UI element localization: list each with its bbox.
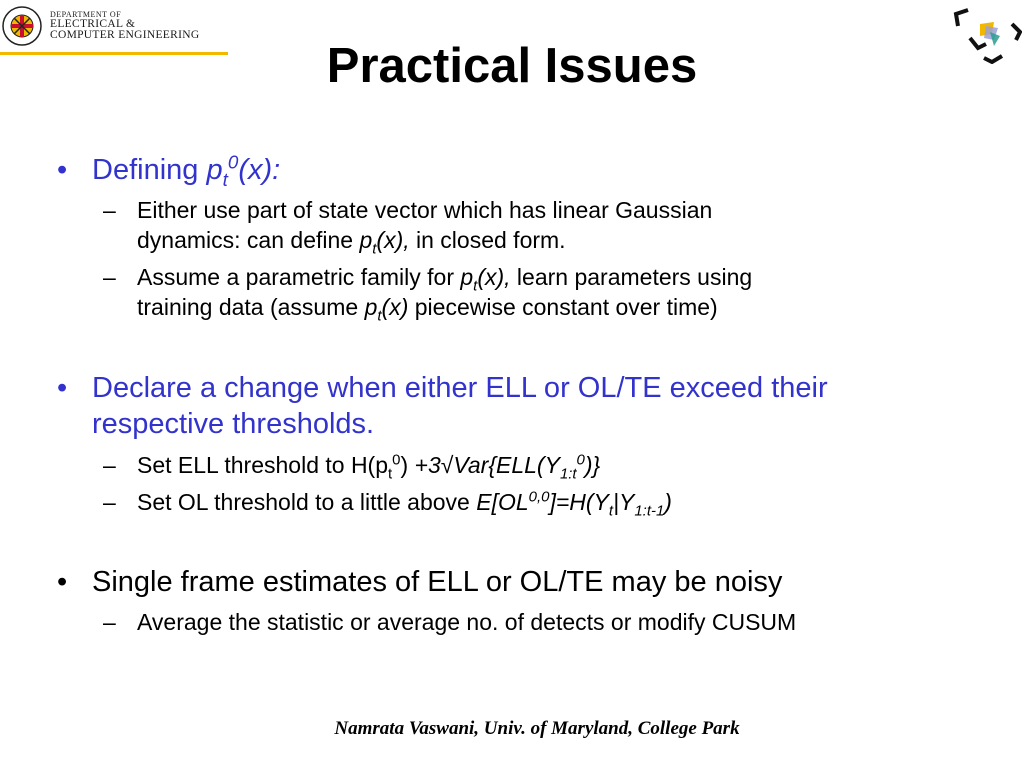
bullet-dot: • <box>57 372 68 404</box>
sub-line-1: Either use part of state vector which has linear Gaussian <box>137 197 713 223</box>
slide-title: Practical Issues <box>326 39 698 93</box>
bullet-line-2: respective thresholds. <box>92 408 375 440</box>
text: Set OL threshold to a little above <box>137 489 477 515</box>
dept-line-1: DEPARTMENT OF <box>50 9 122 19</box>
math-sub-range: 1:t <box>559 465 577 483</box>
text: training data (assume <box>137 294 365 320</box>
math-tail: (x) <box>381 294 409 320</box>
math-sub-t: t <box>473 277 478 295</box>
bullet-text: Defining <box>92 154 207 186</box>
math-expr: |Y <box>613 489 635 515</box>
bullet-declare-change <box>57 370 828 442</box>
math-sup-0: 0 <box>576 451 585 469</box>
sub-bullet-ol-threshold <box>103 487 672 520</box>
math-p: p <box>359 227 373 253</box>
text: dynamics: can define <box>137 227 360 253</box>
math-expr: ]=H(Y <box>549 489 609 515</box>
bullet-line-1: Declare a change when either ELL or OL/TE exceed their <box>92 372 828 404</box>
text: Set ELL threshold to H(p <box>137 452 389 478</box>
dept-line-2: ELECTRICAL & <box>50 17 136 30</box>
sub-text: Average the statistic or average no. of detects or modify CUSUM <box>137 609 797 635</box>
text: Assume a parametric family for <box>137 264 461 290</box>
footer-credit: Namrata Vaswani, Univ. of Maryland, College Park <box>334 718 740 739</box>
math-tail: (x), <box>376 227 410 253</box>
math-sub-t: t <box>608 502 614 520</box>
math-sub-t: t <box>377 307 382 325</box>
sub-bullet-ell-threshold <box>103 450 601 483</box>
sup-0: 0 <box>392 451 401 469</box>
math-tail: (x): <box>238 154 281 186</box>
sub-line-1 <box>137 262 753 295</box>
math-sup: 0,0 <box>528 488 550 506</box>
department-name <box>50 11 199 42</box>
sub-line-2 <box>137 225 712 258</box>
sub-bullet-average-statistic <box>103 607 797 637</box>
bullet-single-frame <box>57 564 783 600</box>
sub-t: t <box>388 465 393 483</box>
math-expr: )} <box>584 452 601 478</box>
sub-dash: – <box>103 489 116 515</box>
text: piecewise constant over time) <box>408 294 718 320</box>
math-sub-range: 1:t-1 <box>634 502 665 520</box>
math-sub-t: t <box>222 168 228 190</box>
math-expr: E[OL <box>476 489 529 515</box>
math-expr: +3√Var{ELL(Y <box>408 452 560 478</box>
sub-dash: – <box>103 264 116 290</box>
sub-dash: – <box>103 609 116 635</box>
bullet-text: Single frame estimates of ELL or OL/TE may be noisy <box>92 566 783 598</box>
sub-dash: – <box>103 197 116 223</box>
text: ) <box>400 452 409 478</box>
bullet-defining-pt0 <box>57 151 281 190</box>
math-expr: ) <box>664 489 672 515</box>
math-sub-t: t <box>372 240 377 258</box>
text: in closed form. <box>409 227 566 253</box>
dept-line-3: COMPUTER ENGINEERING <box>50 29 200 41</box>
math-sup-0: 0 <box>227 151 239 173</box>
sub-dash: – <box>103 452 116 478</box>
bullet-dot: • <box>57 154 68 186</box>
sub-bullet-linear-gaussian <box>103 195 713 258</box>
sub-bullet-parametric-family <box>103 262 753 325</box>
bullet-dot: • <box>57 566 68 598</box>
text: learn parameters using <box>510 264 753 290</box>
university-seal-icon <box>2 6 42 46</box>
math-tail: (x), <box>477 264 511 290</box>
math-p: p <box>460 264 474 290</box>
math-p: p <box>206 154 223 186</box>
math-p: p <box>364 294 378 320</box>
sub-line-2 <box>137 292 752 325</box>
